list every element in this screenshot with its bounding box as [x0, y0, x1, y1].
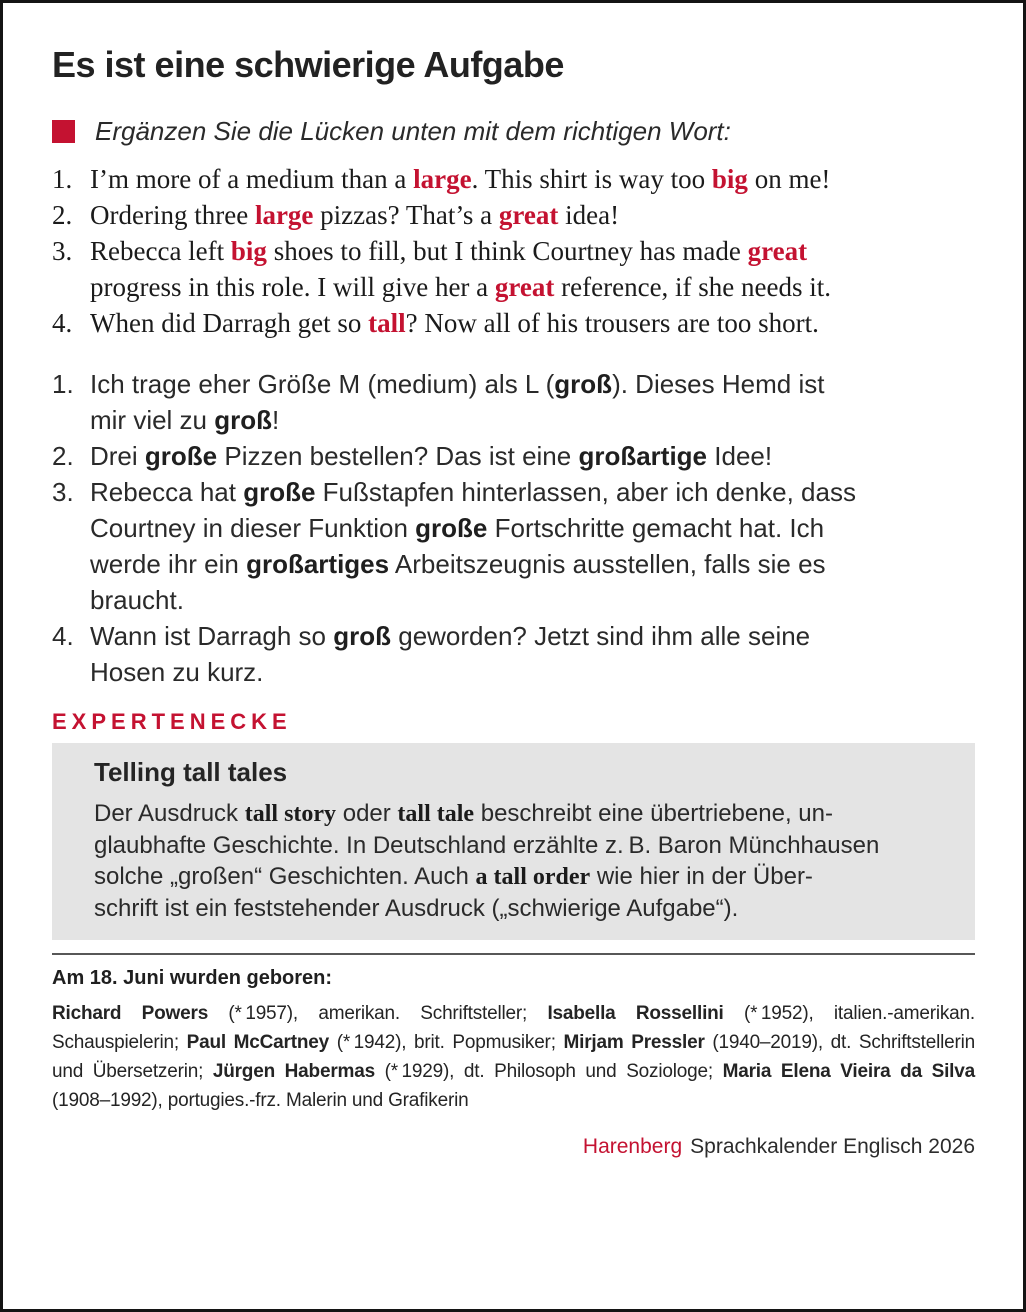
expertenecke-box-title: Telling tall tales [94, 757, 288, 787]
birthdays-paragraph: Richard Powers (* 1957), amerikan. Schriftsteller; Isabella Rossellini (* 1952), italien.-amerikan. Schauspielerin; Paul McCartney (* 1942), brit. Popmusiker; Mirjam Pressler (1940–2019), dt. Schriftstellerin und Übersetzerin; Jürgen Habermas (* 1929), dt. Philosoph und Soziologe; Maria Elena Vieira da Silva (1908–1992), portugies.-frz. Malerin und Grafikerin [52, 1003, 976, 1111]
list-item [52, 474, 975, 618]
section-divider [52, 953, 975, 955]
sentence-text: When did Darragh get so tall? Now all of his trousers are too short. [90, 308, 819, 338]
list-number: 2. [52, 200, 73, 230]
sentence-text: Ordering three large pizzas? That’s a great idea! [90, 200, 620, 230]
instruction-row [52, 114, 975, 148]
list-item [52, 305, 975, 341]
page-title: Es ist eine schwierige Aufgabe [52, 44, 564, 85]
list-number: 4. [52, 308, 73, 338]
list-item [52, 161, 975, 197]
red-square-bullet-icon [52, 120, 75, 143]
footer [52, 1134, 975, 1159]
list-number: 2. [52, 441, 74, 471]
list-number: 1. [52, 369, 74, 399]
birthdays-heading: Am 18. Juni wurden geboren: [52, 967, 333, 989]
list-number: 3. [52, 236, 73, 266]
list-item [52, 197, 975, 233]
list-number: 1. [52, 164, 73, 194]
list-item [52, 618, 975, 690]
expertenecke-paragraph: Der Ausdruck tall story oder tall tale beschreibt eine übertriebene, un- glaubhafte Geschichte. In Deutschland erzählte z. B. Baron Münchhausen solche „großen“ Geschichten. Auch a tall order wie hier in der Über- schrift ist ein feststehender Ausdruck („schwierige Aufgabe“). [94, 800, 880, 922]
list-number: 4. [52, 621, 74, 651]
sentence-text: Wann ist Darragh so groß geworden? Jetzt sind ihm alle seine Hosen zu kurz. [90, 621, 811, 687]
list-item [52, 366, 975, 438]
instruction-text: Ergänzen Sie die Lücken unten mit dem richtigen Wort: [95, 115, 731, 146]
english-sentence-list [52, 161, 975, 341]
list-item [52, 438, 975, 474]
list-item [52, 233, 975, 305]
sentence-text: Rebecca hat große Fußstapfen hinterlassen, aber ich denke, dass Courtney in dieser Funktion große Fortschritte gemacht hat. Ich werde ihr ein großartiges Arbeitszeugnis ausstellen, falls sie es braucht. [90, 477, 856, 615]
sentence-text: I’m more of a medium than a large. This shirt is way too big on me! [90, 164, 831, 194]
sentence-text: Drei große Pizzen bestellen? Das ist eine großartige Idee! [90, 441, 773, 471]
german-sentence-list [52, 366, 975, 690]
sentence-text: Ich trage eher Größe M (medium) als L (groß). Dieses Hemd ist mir viel zu groß! [90, 369, 825, 435]
footer-brand: Harenberg [582, 1135, 683, 1158]
expertenecke-box [52, 743, 975, 940]
expertenecke-heading: EXPERTENECKE [52, 709, 292, 734]
footer-edition: Sprachkalender Englisch 2026 [690, 1135, 975, 1158]
list-number: 3. [52, 477, 74, 507]
sentence-text: Rebecca left big shoes to fill, but I think Courtney has made great progress in this role. I will give her a great reference, if she needs it. [90, 236, 832, 302]
